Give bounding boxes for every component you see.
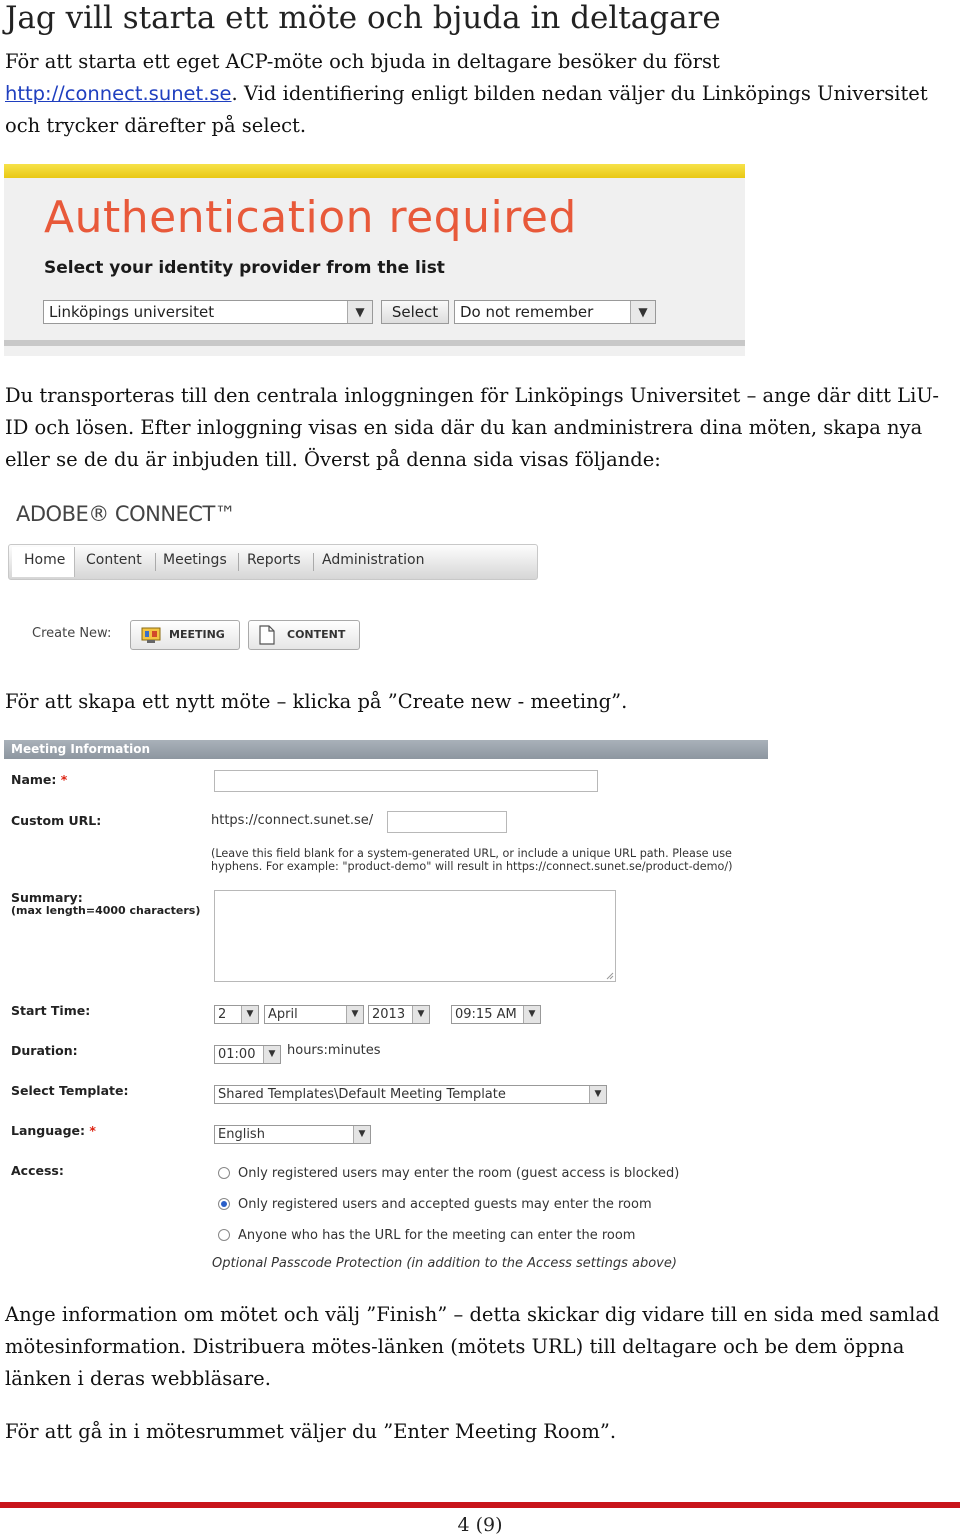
required-mark: * — [89, 1123, 96, 1138]
start-month-value: April — [268, 1007, 298, 1022]
nav-separator — [313, 553, 314, 571]
access-radio-registered-only[interactable] — [218, 1167, 230, 1179]
start-year-select[interactable] — [368, 1005, 430, 1024]
duration-unit: hours:minutes — [287, 1043, 381, 1058]
duration-label: Duration: — [11, 1043, 78, 1058]
auth-title: Authentication required — [44, 192, 577, 243]
finish-paragraph: Ange information om mötet och välj ”Finish” – detta skickar dig vidare till en sida med samlad mötesinformation. Distribuera mötes-länken (mötets URL) till deltagare och be dem öppna länken i deras webbläsare. — [5, 1303, 940, 1390]
required-mark: * — [60, 772, 68, 787]
identity-provider-value: Linköpings universitet — [49, 303, 215, 321]
access-option-3: Anyone who has the URL for the meeting can enter the room — [238, 1228, 636, 1243]
language-label-text: Language: — [11, 1123, 86, 1138]
remember-select[interactable] — [454, 300, 656, 324]
form-header: Meeting Information — [4, 740, 768, 759]
intro-text-after: . Vid identifiering enligt bilden nedan väljer du Linköpings Universitet och trycker därefter på select. — [5, 82, 928, 137]
select-button[interactable]: Select — [381, 300, 449, 324]
chevron-down-icon: ▼ — [630, 301, 655, 323]
document-icon — [259, 625, 275, 645]
start-month-select[interactable] — [264, 1005, 364, 1024]
page-number: 4 (9) — [457, 1514, 503, 1536]
create-content-button[interactable] — [248, 620, 360, 650]
auth-bottom-bar — [4, 340, 745, 346]
custom-url-prefix: https://connect.sunet.se/ — [211, 813, 374, 828]
nav-reports[interactable]: Reports — [247, 552, 301, 568]
meeting-icon — [141, 626, 161, 644]
nav-administration[interactable]: Administration — [322, 552, 425, 568]
summary-label: Summary: — [11, 890, 83, 905]
chevron-down-icon: ▼ — [241, 1006, 258, 1023]
auth-subtitle: Select your identity provider from the list — [44, 258, 445, 278]
adobe-connect-screenshot — [8, 496, 538, 656]
name-label-text: Name: — [11, 772, 57, 787]
start-day-value: 2 — [218, 1007, 227, 1022]
remember-value: Do not remember — [460, 303, 594, 321]
start-hour-value: 09:15 AM — [455, 1007, 517, 1022]
template-select[interactable] — [214, 1085, 607, 1104]
summary-hint: (max length=4000 characters) — [11, 904, 201, 917]
custom-url-input[interactable] — [387, 811, 507, 833]
create-meeting-paragraph: För att skapa ett nytt möte – klicka på ”Create new - meeting”. — [5, 690, 628, 713]
url-help-line-2: hyphens. For example: "product-demo" will result in https://connect.sunet.se/product-demo/) — [211, 860, 733, 873]
passcode-note: Optional Passcode Protection (in addition to the Access settings above) — [212, 1256, 677, 1271]
chevron-down-icon: ▼ — [353, 1126, 370, 1143]
enter-room-paragraph: För att gå in i mötesrummet väljer du ”Enter Meeting Room”. — [5, 1420, 617, 1443]
chevron-down-icon: ▼ — [263, 1046, 280, 1063]
auth-top-bar — [4, 164, 745, 178]
duration-select[interactable] — [214, 1045, 281, 1064]
page-heading: Jag vill starta ett möte och bjuda in deltagare — [5, 0, 721, 36]
intro-paragraph — [5, 46, 955, 142]
meeting-button-label: MEETING — [169, 628, 225, 641]
chevron-down-icon: ▼ — [412, 1006, 429, 1023]
access-option-1: Only registered users may enter the room (guest access is blocked) — [238, 1166, 680, 1181]
chevron-down-icon: ▼ — [346, 1006, 363, 1023]
sunet-link[interactable]: http://connect.sunet.se — [5, 82, 232, 105]
authentication-screenshot — [4, 164, 745, 356]
template-value: Shared Templates\Default Meeting Template — [218, 1087, 506, 1102]
create-new-label: Create New: — [32, 626, 112, 641]
intro-text-before: För att starta ett eget ACP-möte och bjuda in deltagare besöker du först — [5, 50, 720, 73]
nav-separator — [238, 553, 239, 571]
start-time-label: Start Time: — [11, 1003, 91, 1018]
select-template-label: Select Template: — [11, 1083, 129, 1098]
language-label — [11, 1123, 96, 1138]
adobe-connect-logo: ADOBE® CONNECT™ — [16, 502, 236, 526]
summary-textarea[interactable] — [214, 890, 616, 982]
chevron-down-icon: ▼ — [589, 1086, 606, 1103]
nav-separator — [155, 553, 156, 571]
start-year-value: 2013 — [372, 1007, 406, 1022]
adobe-nav-bar — [8, 544, 538, 580]
chevron-down-icon: ▼ — [347, 301, 372, 323]
language-value: English — [218, 1127, 265, 1142]
identity-provider-select[interactable] — [43, 300, 373, 324]
resize-handle-icon[interactable] — [606, 972, 614, 980]
start-day-select[interactable] — [214, 1005, 259, 1024]
nav-home[interactable]: Home — [24, 552, 66, 568]
nav-meetings[interactable]: Meetings — [163, 552, 227, 568]
footer-divider — [0, 1502, 960, 1508]
chevron-down-icon: ▼ — [523, 1006, 540, 1023]
content-button-label: CONTENT — [287, 628, 346, 641]
url-help-line-1: (Leave this field blank for a system-generated URL, or include a unique URL path. Please use — [211, 847, 732, 860]
meeting-information-form — [4, 740, 768, 1278]
access-label: Access: — [11, 1163, 64, 1178]
language-select[interactable] — [214, 1125, 371, 1144]
create-meeting-button[interactable] — [130, 620, 240, 650]
access-radio-anyone[interactable] — [218, 1229, 230, 1241]
name-label — [11, 772, 67, 787]
duration-value: 01:00 — [218, 1047, 256, 1062]
start-hour-select[interactable] — [451, 1005, 541, 1024]
custom-url-label: Custom URL: — [11, 813, 102, 828]
nav-content[interactable]: Content — [86, 552, 142, 568]
name-input[interactable] — [214, 770, 598, 792]
login-paragraph: Du transporteras till den centrala inloggningen för Linköpings Universitet – ange där ditt LiU-ID och lösen. Efter inloggning visas en sida där du kan andministrera dina möten, skapa nya eller se de du är inbjuden till. Överst på denna sida visas följande: — [5, 384, 940, 471]
access-option-2: Only registered users and accepted guests may enter the room — [238, 1197, 652, 1212]
access-radio-registered-and-guests[interactable] — [218, 1198, 230, 1210]
